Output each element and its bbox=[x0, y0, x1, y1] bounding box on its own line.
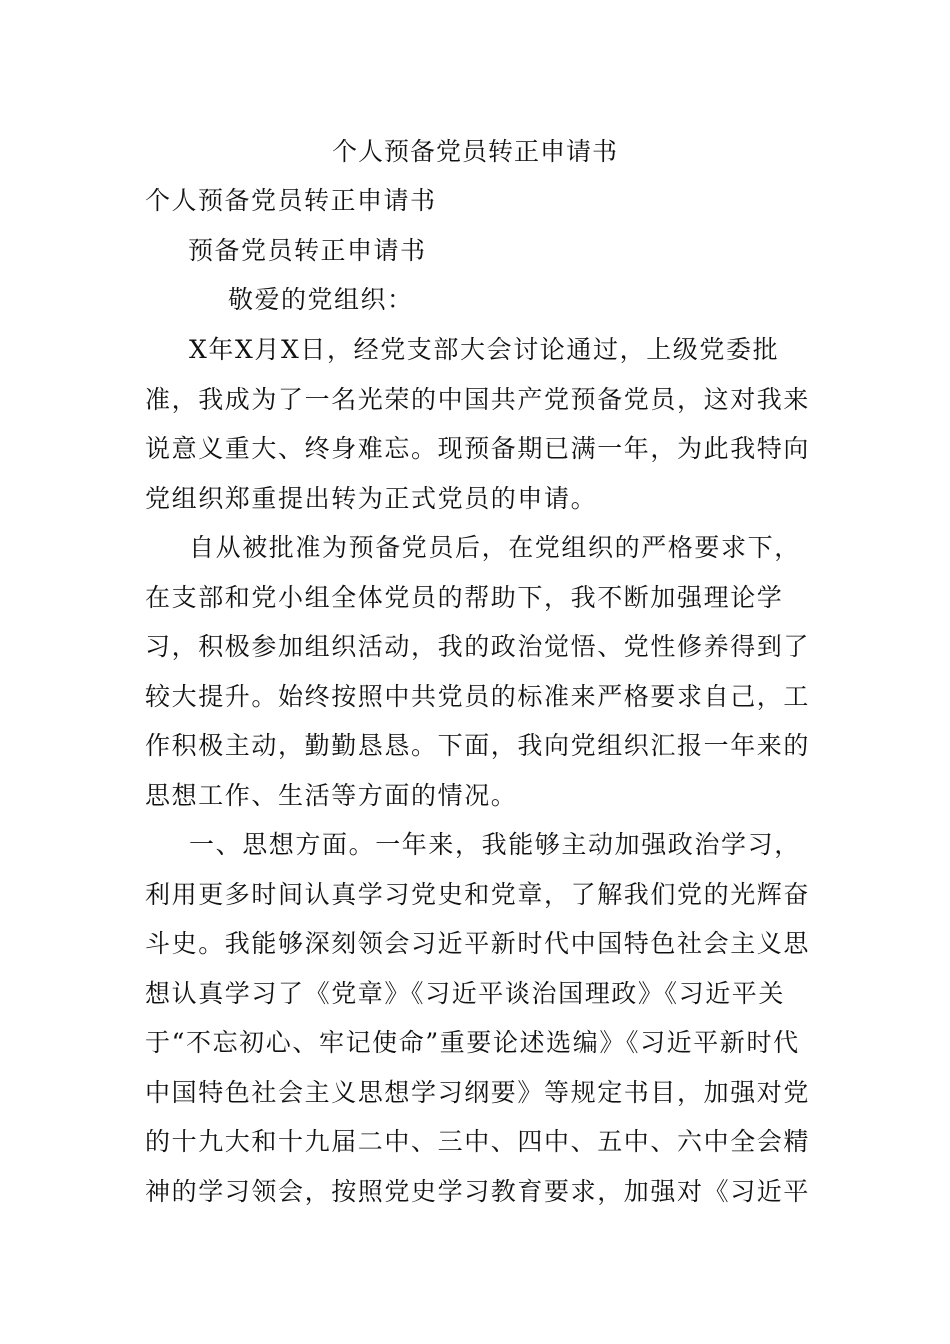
paragraph-3: 一、思想方面。一年来，我能够主动加强政治学习，利用更多时间认真学习党史和党章，了解我们党的光辉奋斗史。我能够深刻领会习近平新时代中国特色社会主义思想认真学习了《党章》《习近平谈治国理政》《习近平关于“不忘初心、牢记使命”重要论述选编》《习近平新时代中国特色社会主义思想学习纲要》等规定书目，加强对党的十九大和十九届二中、三中、四中、五中、六中全会精神的学习领会，按照党史学习教育要求，加强对《习近平 bbox=[145, 830, 811, 1206]
paragraph-1: X年X月X日，经党支部大会讨论通过，上级党委批准，我成为了一名光荣的中国共产党预备党员，这对我来说意义重大、终身难忘。现预备期已满一年，为此我特向党组织郑重提出转为正式党员的申请。 bbox=[145, 335, 811, 513]
salutation: 敬爱的党组织： bbox=[228, 285, 414, 314]
paragraph-2: 自从被批准为预备党员后，在党组织的严格要求下，在支部和党小组全体党员的帮助下，我不断加强理论学习，积极参加组织活动，我的政治觉悟、党性修养得到了较大提升。始终按照中共党员的标准来严格要求自己，工作积极主动，勤勤恳恳。下面，我向党组织汇报一年来的思想工作、生活等方面的情况。 bbox=[145, 533, 811, 810]
document-subtitle: 个人预备党员转正申请书 bbox=[145, 186, 437, 215]
document-heading: 预备党员转正申请书 bbox=[188, 236, 427, 265]
document-title: 个人预备党员转正申请书 bbox=[331, 137, 618, 166]
